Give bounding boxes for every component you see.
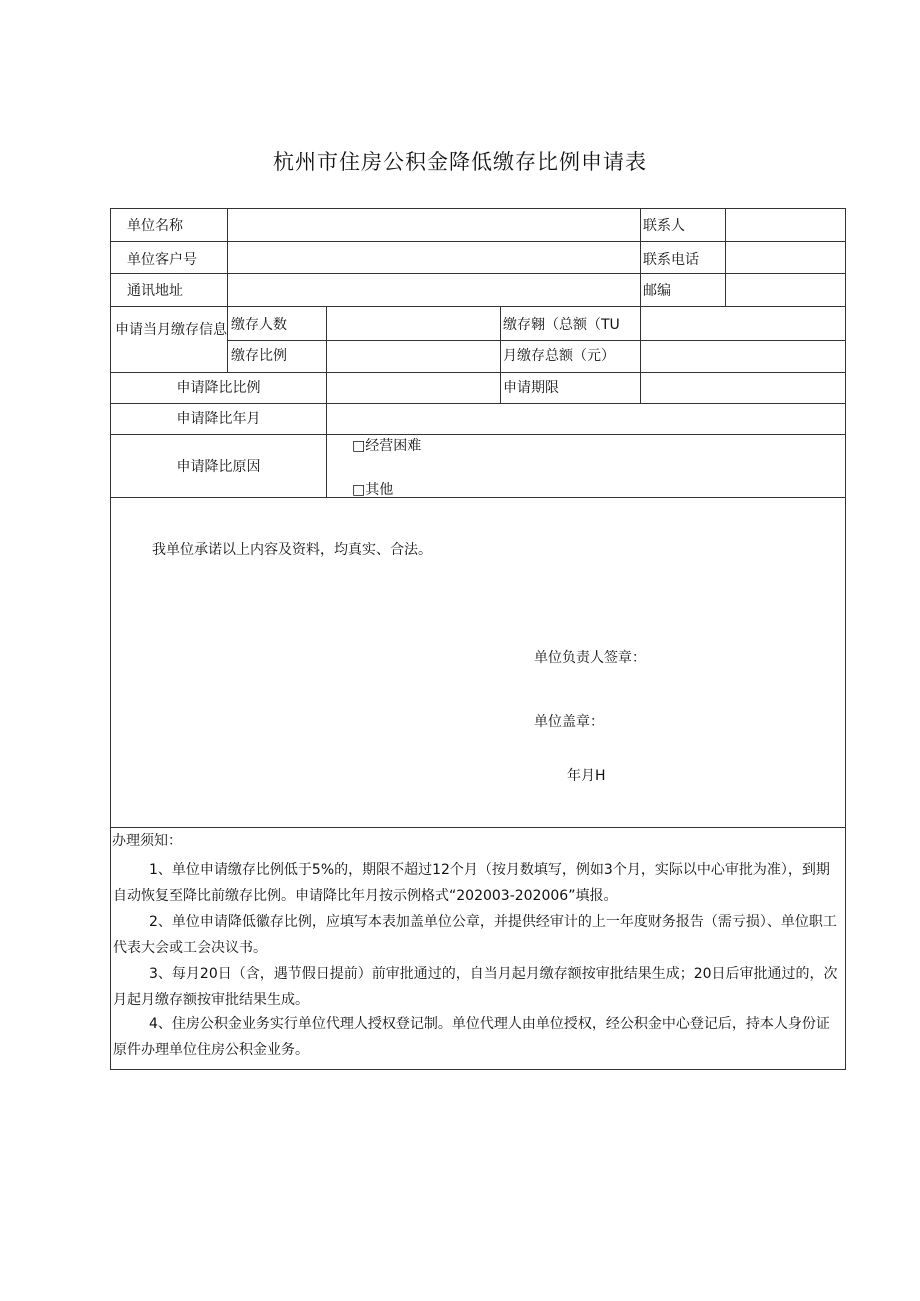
reason-option-other[interactable]: □其他 xyxy=(352,482,394,498)
term-label: 申请期限 xyxy=(503,380,559,396)
row-line xyxy=(111,273,845,274)
reduce-ratio-label: 申请降比比例 xyxy=(176,380,261,396)
stamp-label: 单位盖章： xyxy=(534,714,604,730)
col-line xyxy=(227,209,228,372)
note-item: 1、单位申请缴存比例低于5%的，期限不超过12个月（按月数填写，例如3个月，实际以中心审批为准），到期自动恢复至降比前缴存比例。申请降比年月按示例格式“202003-202006”填报。 xyxy=(113,862,830,904)
note-item: 2、单位申请降低徽存比例，应填写本表加盖单位公章，并提供经审计的上一年度财务报告（需亏损）、单位职工代表大会或工会决议书。 xyxy=(113,914,837,956)
amount-total-label: 缴存翱（总额（TU xyxy=(503,317,620,333)
row-line xyxy=(111,434,845,435)
contact-label: 联系人 xyxy=(643,218,685,234)
signature-label: 单位负责人签章： xyxy=(534,650,646,666)
col-line xyxy=(725,209,726,306)
reason-label: 申请降比原因 xyxy=(176,459,261,475)
people-count-label: 缴存人数 xyxy=(231,317,287,333)
notes-heading: 办理须知： xyxy=(112,833,182,849)
col-line xyxy=(640,209,641,306)
monthly-info-label: 申请当月缴存信息 xyxy=(115,322,227,338)
row-line xyxy=(111,403,845,404)
col-line xyxy=(640,306,641,403)
monthly-total-label: 月缴存总额（元） xyxy=(503,348,615,364)
commitment-statement: 我单位承诺以上内容及资料，均真实、合法。 xyxy=(152,542,432,558)
note-item: 4、住房公积金业务实行单位代理人授权登记制。单位代理人由单位授权，经公积金中心登记后，持本人身份证原件办理单位住房公积金业务。 xyxy=(113,1016,830,1058)
row-line xyxy=(111,241,845,242)
col-line xyxy=(326,306,327,497)
col-line xyxy=(500,306,501,403)
postcode-label: 邮编 xyxy=(643,283,671,299)
note-item: 3、每月20日（含，遇节假日提前）前审批通过的，自当月起月缴存额按审批结果生成；20日后审批通过的，次月起月缴存额按审批结果生成。 xyxy=(113,966,838,1008)
row-line xyxy=(111,372,845,373)
ratio-label: 缴存比例 xyxy=(231,348,287,364)
unit-name-label: 单位名称 xyxy=(127,218,183,234)
date-label: 年月H xyxy=(567,768,606,784)
address-label: 通讯地址 xyxy=(127,283,183,299)
other-reason-underline xyxy=(402,497,689,498)
row-line xyxy=(111,306,845,307)
phone-label: 联系电话 xyxy=(643,252,699,268)
application-form xyxy=(110,208,846,1070)
row-line xyxy=(111,827,845,828)
reduce-month-label: 申请降比年月 xyxy=(176,411,261,427)
customer-no-label: 单位客户号 xyxy=(127,252,197,268)
row-line xyxy=(227,340,845,341)
reason-option-hardship[interactable]: □经营困难 xyxy=(352,438,422,454)
form-title: 杭州市住房公积金降低缴存比例申请表 xyxy=(273,150,647,174)
